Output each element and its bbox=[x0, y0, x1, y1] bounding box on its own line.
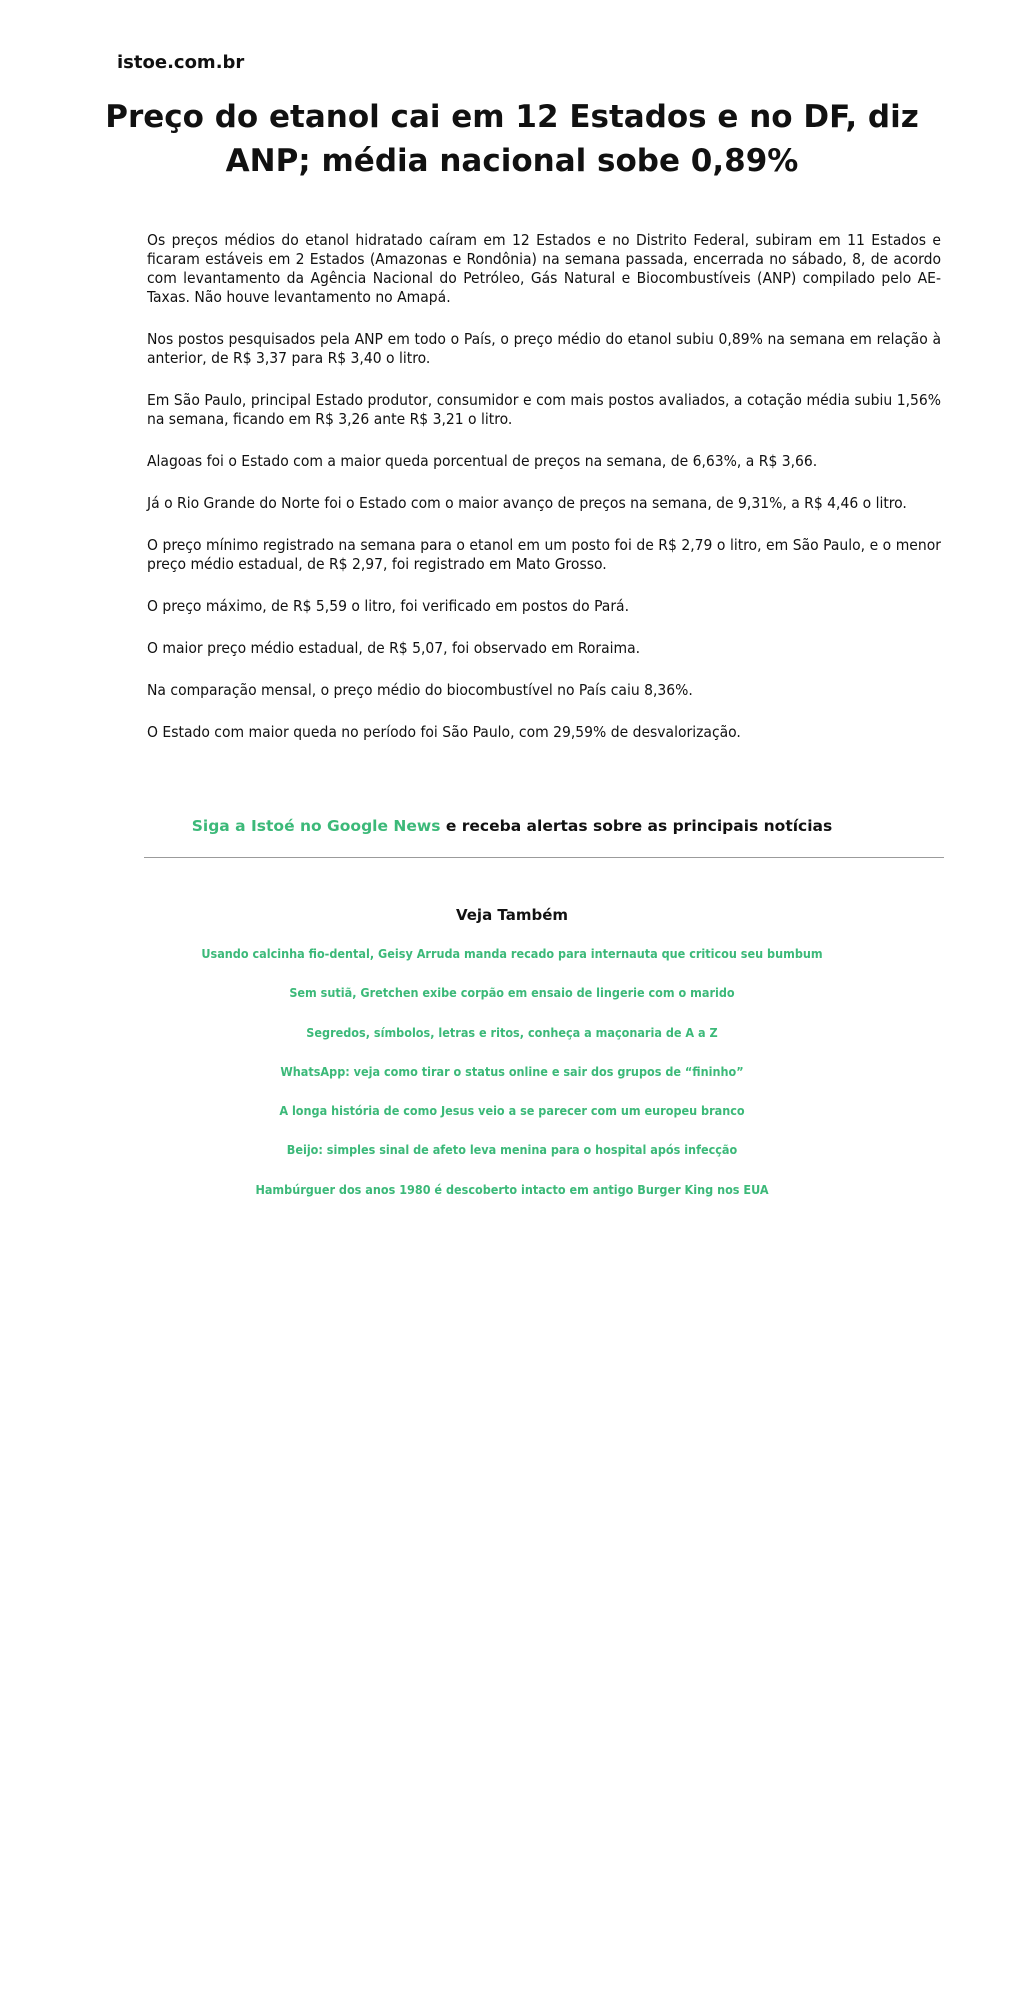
article-body bbox=[147, 231, 941, 765]
related-heading: Veja Também bbox=[455, 906, 569, 924]
related-link[interactable]: Segredos, símbolos, letras e ritos, conheça a maçonaria de A a Z bbox=[306, 1024, 718, 1040]
google-news-link[interactable]: Siga a Istoé no Google News bbox=[191, 817, 441, 835]
related-item bbox=[100, 1064, 924, 1103]
related-articles bbox=[100, 905, 924, 1221]
article-paragraph: Os preços médios do etanol hidratado caíram em 12 Estados e no Distrito Federal, subiram em 11 Estados e ficaram estáveis em 2 Estados (Amazonas e Rondônia) na semana passada, encerrada no sábado, 8, de acordo com levantamento da Agência Nacional do Petróleo, Gás Natural e Biocombustíveis (ANP) compilado pelo AE-Taxas. Não houve levantamento no Amapá. bbox=[147, 231, 941, 306]
google-news-cta bbox=[100, 815, 924, 837]
google-news-text: e receba alertas sobre as principais notícias bbox=[440, 817, 833, 835]
related-list bbox=[100, 946, 924, 1221]
article-headline: Preço do etanol cai em 12 Estados e no DF, diz ANP; média nacional sobe 0,89% bbox=[105, 99, 919, 179]
article-paragraph: Na comparação mensal, o preço médio do biocombustível no País caiu 8,36%. bbox=[147, 681, 693, 699]
site-logo-link[interactable]: istoe.com.br bbox=[117, 52, 245, 73]
article-paragraph: O maior preço médio estadual, de R$ 5,07, foi observado em Roraima. bbox=[147, 639, 641, 657]
related-link[interactable]: A longa história de como Jesus veio a se parecer com um europeu branco bbox=[279, 1103, 745, 1119]
related-item bbox=[100, 985, 924, 1024]
related-link[interactable]: Beijo: simples sinal de afeto leva menina para o hospital após infecção bbox=[286, 1142, 738, 1158]
related-link[interactable]: Usando calcinha fio-dental, Geisy Arruda manda recado para internauta que criticou seu bumbum bbox=[201, 946, 823, 961]
article-paragraph: Nos postos pesquisados pela ANP em todo o País, o preço médio do etanol subiu 0,89% na semana em relação à anterior, de R$ 3,37 para R$ 3,40 o litro. bbox=[147, 330, 941, 367]
article-paragraph: O preço mínimo registrado na semana para o etanol em um posto foi de R$ 2,79 o litro, em São Paulo, e o menor preço médio estadual, de R$ 2,97, foi registrado em Mato Grosso. bbox=[147, 536, 941, 573]
article-paragraph: Já o Rio Grande do Norte foi o Estado com o maior avanço de preços na semana, de 9,31%, a R$ 4,46 o litro. bbox=[147, 494, 907, 512]
article-paragraph: O Estado com maior queda no período foi São Paulo, com 29,59% de desvalorização. bbox=[147, 723, 741, 741]
related-link[interactable]: WhatsApp: veja como tirar o status online e sair dos grupos de “fininho” bbox=[280, 1063, 744, 1079]
section-divider bbox=[144, 857, 944, 858]
article-paragraph: Alagoas foi o Estado com a maior queda porcentual de preços na semana, de 6,63%, a R$ 3,66. bbox=[147, 452, 818, 470]
related-link[interactable]: Hambúrguer dos anos 1980 é descoberto intacto em antigo Burger King nos EUA bbox=[255, 1181, 769, 1197]
related-item bbox=[100, 1142, 924, 1181]
article-paragraph: O preço máximo, de R$ 5,59 o litro, foi verificado em postos do Pará. bbox=[147, 597, 630, 615]
related-link[interactable]: Sem sutiã, Gretchen exibe corpão em ensaio de lingerie com o marido bbox=[289, 985, 735, 1001]
article-paragraph: Em São Paulo, principal Estado produtor, consumidor e com mais postos avaliados, a cotação média subiu 1,56% na semana, ficando em R$ 3,26 ante R$ 3,21 o litro. bbox=[147, 391, 941, 428]
related-item bbox=[100, 946, 924, 985]
related-item bbox=[100, 1182, 924, 1221]
related-item bbox=[100, 1103, 924, 1142]
related-item bbox=[100, 1025, 924, 1064]
